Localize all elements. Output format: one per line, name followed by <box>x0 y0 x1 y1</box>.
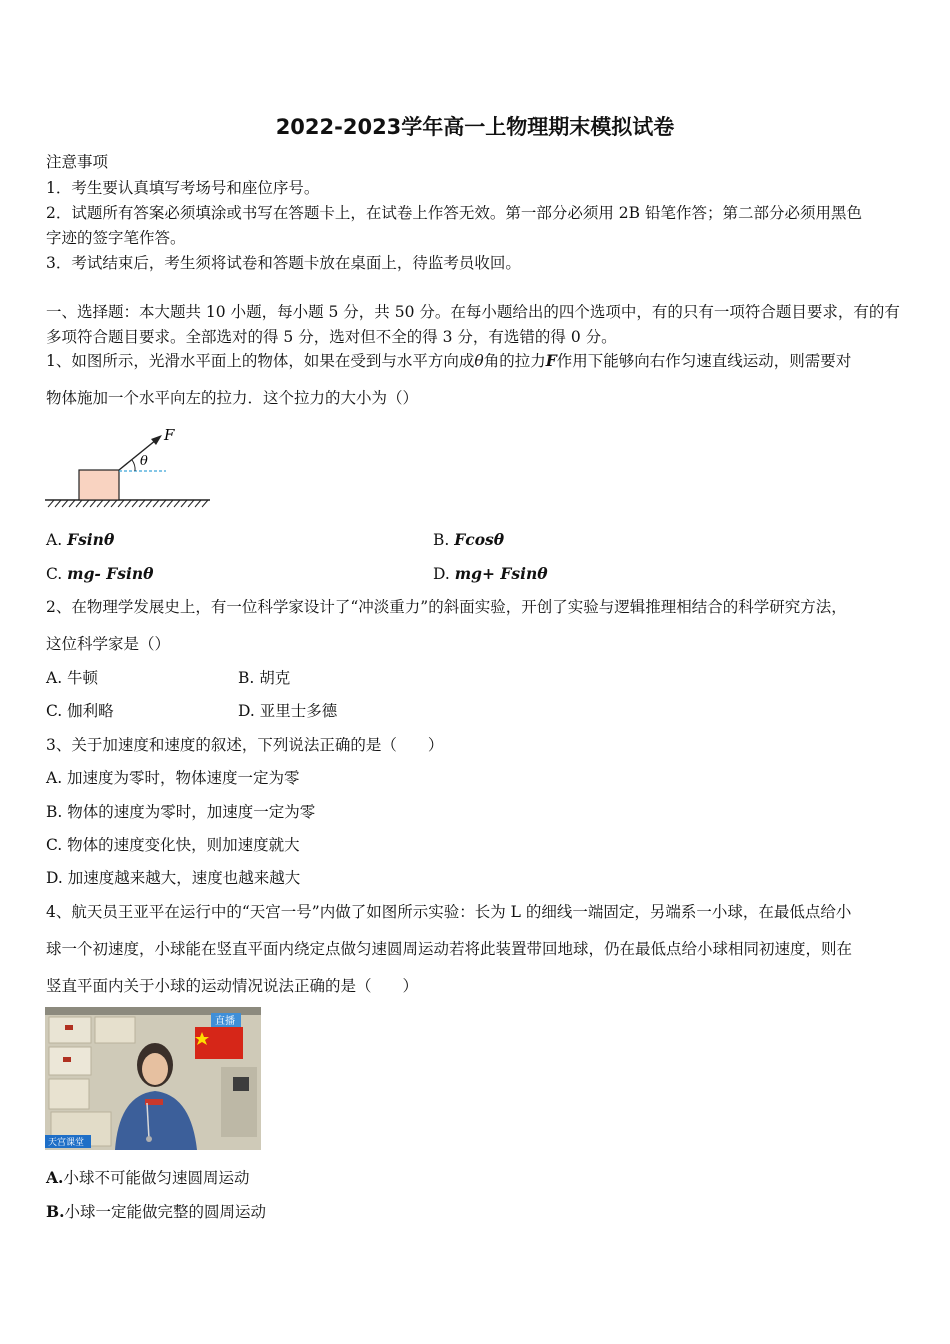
notice-item: 3．考试结束后，考生须将试卷和答题卡放在桌面上，待监考员收回。 <box>46 254 521 272</box>
flag <box>195 1027 243 1059</box>
option-a[interactable]: A. 牛顿 <box>46 669 99 687</box>
force-diagram <box>44 425 214 515</box>
photo-illustration <box>45 1007 261 1150</box>
angle-label: θ <box>140 454 148 469</box>
experiment-photo <box>45 1007 261 1150</box>
option-b[interactable]: B. 物体的速度为零时，加速度一定为零 <box>46 803 316 821</box>
option-a[interactable] <box>46 1168 249 1188</box>
option-c[interactable] <box>46 564 153 584</box>
question-1-text: 作用下能够向右作匀速直线运动，则需要对 <box>556 352 852 370</box>
option-text: mg- Fsinθ <box>67 564 154 583</box>
option-label: A. <box>46 1168 64 1187</box>
option-label: B. <box>46 1202 65 1221</box>
option-label: C. <box>46 565 63 583</box>
question-3-stem: 3、关于加速度和速度的叙述，下列说法正确的是（ ） <box>46 736 444 754</box>
option-d[interactable] <box>433 564 548 584</box>
notice-item: 2．试题所有答案必须填涂或书写在答题卡上，在试卷上作答无效。第一部分必须用 2B 铅笔作答；第二部分必须用黑色 <box>46 204 862 222</box>
question-4-stem: 竖直平面内关于小球的运动情况说法正确的是（ ） <box>46 977 419 995</box>
option-label: A. <box>46 531 63 549</box>
live-badge-text: 直播 <box>215 1016 235 1027</box>
caption-text: 天宫课堂 <box>48 1138 85 1148</box>
force-label: F <box>164 426 175 444</box>
option-label: D. <box>433 565 450 583</box>
question-2-stem: 这位科学家是（） <box>46 635 171 653</box>
section-instructions: 一、选择题：本大题共 10 小题，每小题 5 分，共 50 分。在每小题给出的四个选项中，有的只有一项符合题目要求，有的有 <box>46 303 900 321</box>
force-arrow <box>119 440 156 470</box>
question-1-stem: 物体施加一个水平向左的拉力．这个拉力的大小为（） <box>46 389 419 407</box>
option-text: Fcosθ <box>454 530 505 549</box>
question-4-stem: 4、航天员王亚平在运行中的“天宫一号”内做了如图所示实验：长为 L 的细线一端固定，另端系一小球，在最低点给小 <box>46 903 852 921</box>
notice-item: 1．考生要认真填写考场号和座位序号。 <box>46 179 320 197</box>
option-label: B. <box>433 531 450 549</box>
option-text: 小球一定能做完整的圆周运动 <box>64 1203 267 1221</box>
option-b[interactable]: B. 胡克 <box>238 669 291 687</box>
option-c[interactable]: C. 伽利略 <box>46 702 114 720</box>
block <box>79 470 119 500</box>
question-2-stem: 2、在物理学发展史上，有一位科学家设计了“冲淡重力”的斜面实验，开创了实验与逻辑推理相结合的科学研究方法， <box>46 598 847 616</box>
question-1-text: 1、如图所示，光滑水平面上的物体，如果在受到与水平方向成 <box>46 352 475 370</box>
option-a[interactable]: A. 加速度为零时，物体速度一定为零 <box>46 769 300 787</box>
option-d[interactable]: D. 亚里士多德 <box>238 702 338 720</box>
option-text: mg+ Fsinθ <box>454 564 548 583</box>
option-c[interactable]: C. 物体的速度变化快，则加速度就大 <box>46 836 300 854</box>
option-b[interactable] <box>46 1202 266 1222</box>
option-text: Fsinθ <box>67 530 115 549</box>
angle-arc <box>132 460 135 471</box>
option-d[interactable]: D. 加速度越来越大，速度也越来越大 <box>46 869 301 887</box>
theta-symbol: θ <box>474 352 484 370</box>
question-1-stem <box>46 351 851 371</box>
notice-item: 字迹的签字笔作答。 <box>46 229 186 247</box>
question-1-text: 角的拉力 <box>483 352 546 370</box>
option-a[interactable] <box>46 530 114 550</box>
option-b[interactable] <box>433 530 504 550</box>
option-text: 小球不可能做匀速圆周运动 <box>63 1169 250 1187</box>
section-instructions: 多项符合题目要求。全部选对的得 5 分，选对但不全的得 3 分，有选错的得 0 分。 <box>46 328 617 346</box>
force-symbol: F <box>545 351 557 370</box>
question-4-stem: 球一个初速度，小球能在竖直平面内绕定点做匀速圆周运动若将此装置带回地球，仍在最低点给小球相同初速度，则在 <box>46 940 853 958</box>
page-title: 2022-2023学年高一上物理期末模拟试卷 <box>275 115 675 139</box>
notice-heading: 注意事项 <box>46 153 109 171</box>
ground-hatching <box>48 500 208 507</box>
